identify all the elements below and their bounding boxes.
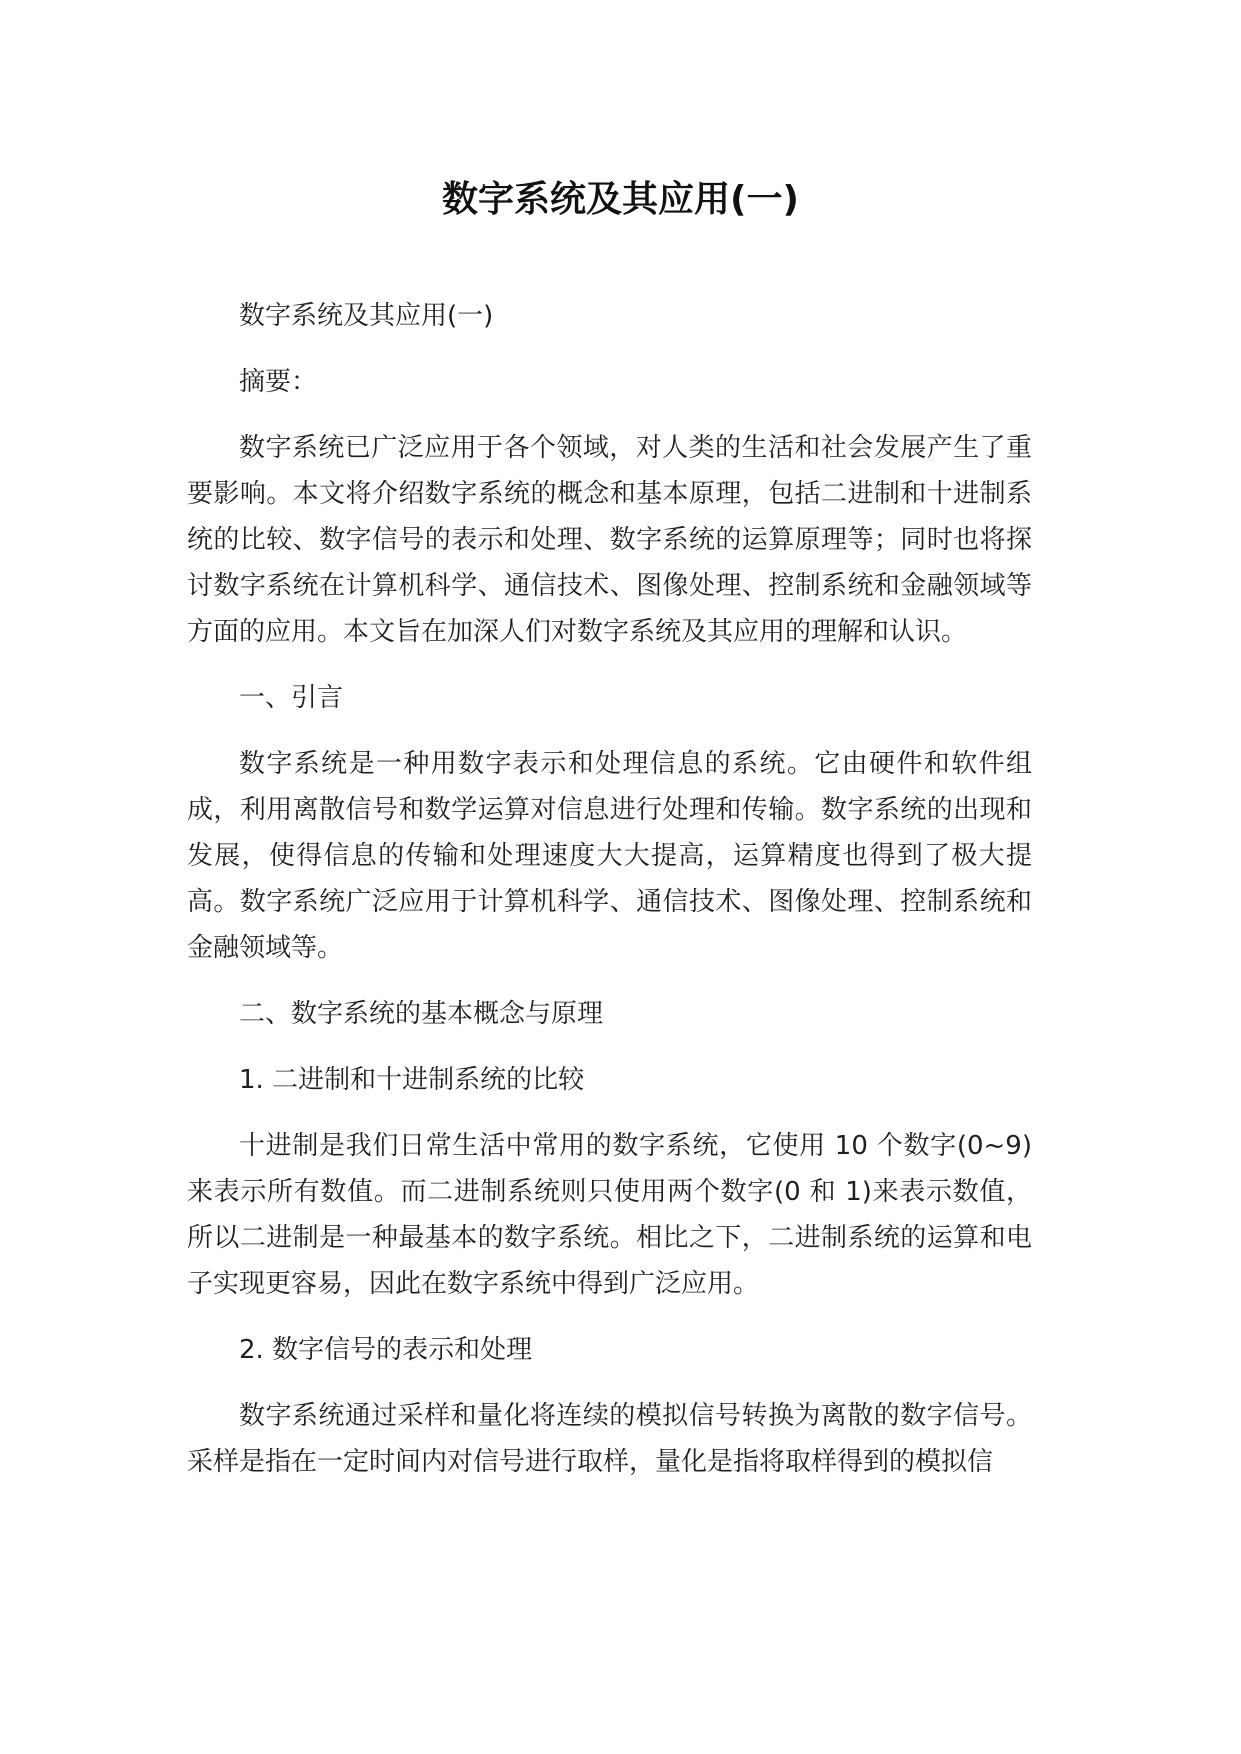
document-title: 数字系统及其应用(一) xyxy=(442,179,799,220)
subtitle-paragraph: 数字系统及其应用(一) xyxy=(239,301,494,331)
subsection-heading-binary-decimal: 1. 二进制和十进制系统的比较 xyxy=(239,1065,585,1095)
subsection-heading-digital-signal: 2. 数字信号的表示和处理 xyxy=(239,1335,533,1365)
section-heading-introduction: 一、引言 xyxy=(239,683,344,713)
digital-signal-paragraph: 数字系统通过采样和量化将连续的模拟信号转换为离散的数字信号。采样是指在一定时间内对信号进行取样，量化是指将取样得到的模拟信 xyxy=(187,1401,1032,1477)
document-body xyxy=(187,293,1032,1505)
introduction-paragraph: 数字系统是一种用数字表示和处理信息的系统。它由硬件和软件组成，利用离散信号和数学运算对信息进行处理和传输。数字系统的出现和发展，使得信息的传输和处理速度大大提高，运算精度也得到了极大提高。数字系统广泛应用于计算机科学、通信技术、图像处理、控制系统和金融领域等。 xyxy=(187,749,1032,963)
binary-decimal-paragraph: 十进制是我们日常生活中常用的数字系统，它使用 10 个数字(0~9)来表示所有数值。而二进制系统则只使用两个数字(0 和 1)来表示数值，所以二进制是一种最基本的数字系统。相比之下，二进制系统的运算和电子实现更容易，因此在数字系统中得到广泛应用。 xyxy=(187,1131,1032,1299)
abstract-paragraph: 数字系统已广泛应用于各个领域，对人类的生活和社会发展产生了重要影响。本文将介绍数字系统的概念和基本原理，包括二进制和十进制系统的比较、数字信号的表示和处理、数字系统的运算原理等；同时也将探讨数字系统在计算机科学、通信技术、图像处理、控制系统和金融领域等方面的应用。本文旨在加深人们对数字系统及其应用的理解和认识。 xyxy=(187,433,1032,647)
section-heading-concepts: 二、数字系统的基本概念与原理 xyxy=(239,999,604,1029)
abstract-heading: 摘要： xyxy=(239,367,318,397)
